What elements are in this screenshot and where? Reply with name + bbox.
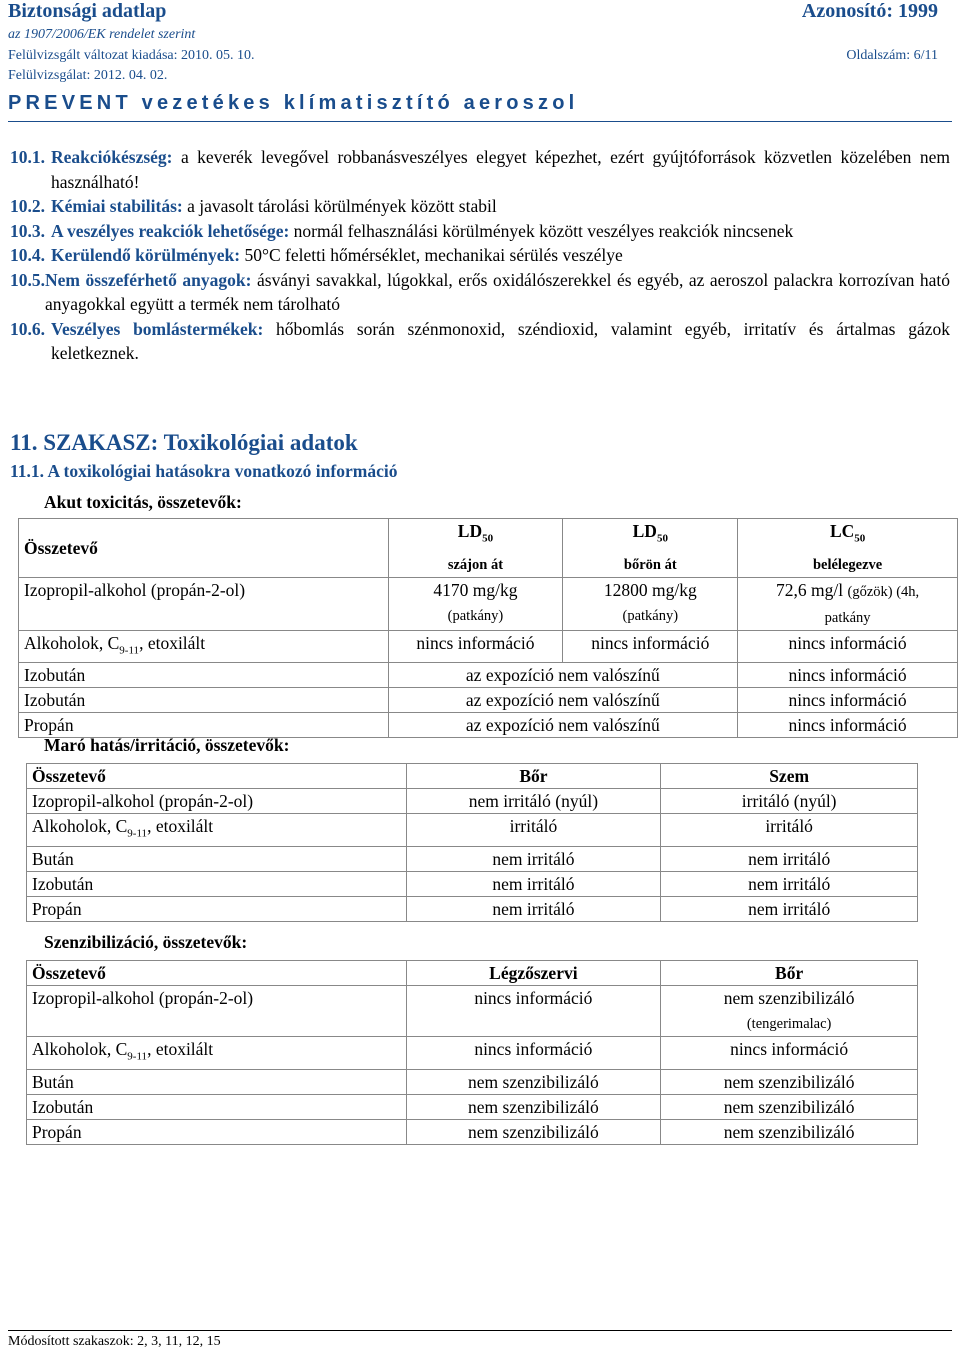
respiratory-value: nem szenzibilizáló	[406, 1094, 661, 1119]
document-title: Biztonsági adatlap	[8, 0, 167, 22]
column-header-skin: Bőr	[661, 961, 918, 986]
acute-toxicity-heading: Akut toxicitás, összetevők:	[44, 492, 242, 512]
sensitization-heading: Szenzibilizáció, összetevők:	[44, 932, 248, 952]
footer-rule	[8, 1330, 952, 1331]
paragraph-10-6	[10, 317, 950, 366]
component-name: Bután	[27, 1069, 407, 1094]
table-row	[19, 577, 958, 630]
paragraph-number: 10.2.	[10, 196, 45, 216]
inhalation-value: nincs információ	[738, 630, 958, 663]
sensitization-table	[26, 960, 918, 1145]
subsection-title: 11.1. A toxikológiai hatásokra vonatkozó információ	[10, 461, 398, 481]
table-row	[27, 986, 918, 1037]
table-row	[27, 789, 918, 814]
paragraph-number: 10.5.	[10, 269, 45, 290]
table-row	[19, 630, 958, 663]
skin-value: irritáló	[406, 814, 661, 847]
column-header-inhalation: $LC_{50}$ belélegezve	[738, 519, 958, 578]
component-name: Izobután	[27, 871, 407, 896]
table-row	[27, 871, 918, 896]
skin-value: nem irritáló	[406, 896, 661, 921]
component-name: Izobután	[19, 663, 389, 688]
table-row	[27, 1119, 918, 1144]
exposure-value: az expozíció nem valószínű	[388, 713, 738, 738]
section-title: 11. SZAKASZ: Toxikológiai adatok	[10, 430, 358, 455]
table-header-row	[27, 764, 918, 789]
paragraph-10-1	[10, 145, 950, 194]
eye-value: nem irritáló	[661, 871, 918, 896]
irritation-table	[26, 763, 918, 922]
paragraph-number: 10.1.	[10, 147, 45, 167]
respiratory-value: nincs információ	[406, 986, 661, 1037]
oral-value: nincs információ	[388, 630, 563, 663]
dermal-value: 12800 mg/kg (patkány)	[563, 577, 738, 630]
skin-value: nincs információ	[661, 1037, 918, 1070]
table-row	[27, 1094, 918, 1119]
eye-value: irritáló (nyúl)	[661, 789, 918, 814]
irritation-heading: Maró hatás/irritáció, összetevők:	[44, 735, 290, 755]
component-name: Izobután	[19, 688, 389, 713]
paragraph-number: 10.3.	[10, 220, 45, 241]
footer-note: Módosított szakaszok: 2, 3, 11, 12, 15	[8, 1334, 221, 1349]
component-name: Propán	[19, 713, 389, 738]
table-row	[27, 1037, 918, 1070]
column-header-component: Összetevő	[27, 961, 407, 986]
component-name: Alkoholok, $C_{9-11}$, etoxilált	[27, 1037, 407, 1070]
table-row	[19, 663, 958, 688]
table-row	[27, 1069, 918, 1094]
skin-value: nem szenzibilizáló	[661, 1119, 918, 1144]
paragraph-text: hőbomlás során szénmonoxid, széndioxid, valamint egyéb, irritatív és ártalmas gázok keletkeznek.	[51, 318, 951, 363]
paragraph-text: ásványi savakkal, lúgokkal, erős oxidálószerekkel és egyéb, az aeroszol palackra korrozívan ható anyagokkal együtt a termék nem tárolható	[45, 269, 951, 314]
paragraph-text: 50°C feletti hőmérséklet, mechanikai sérülés veszélye	[240, 245, 623, 265]
page-number: Oldalszám: 6/11	[846, 48, 938, 63]
respiratory-value: nincs információ	[406, 1037, 661, 1070]
component-name: Izopropil-alkohol (propán-2-ol)	[19, 577, 389, 630]
paragraph-10-4	[10, 243, 950, 268]
component-name: Propán	[27, 1119, 407, 1144]
column-header-component: Összetevő	[27, 764, 407, 789]
revision-issue: Felülvizsgált változat kiadása: 2010. 05. 10.	[8, 48, 255, 63]
eye-value: irritáló	[661, 814, 918, 847]
exposure-value: az expozíció nem valószínű	[388, 688, 738, 713]
header	[8, 0, 938, 22]
exposure-value: az expozíció nem valószínű	[388, 663, 738, 688]
column-header-eye: Szem	[661, 764, 918, 789]
section-10	[10, 145, 950, 366]
eye-value: nem irritáló	[661, 846, 918, 871]
component-name: Izopropil-alkohol (propán-2-ol)	[27, 986, 407, 1037]
component-name: Propán	[27, 896, 407, 921]
skin-value: nem irritáló	[406, 846, 661, 871]
inhalation-value: nincs információ	[738, 713, 958, 738]
inhalation-value: nincs információ	[738, 663, 958, 688]
component-name: Izopropil-alkohol (propán-2-ol)	[27, 789, 407, 814]
paragraph-10-3	[10, 219, 950, 244]
skin-value: nem szenzibilizáló (tengerimalac)	[661, 986, 918, 1037]
inhalation-value: 72,6 mg/l (gőzök) (4h, patkány	[738, 577, 958, 630]
paragraph-number: 10.6.	[10, 318, 45, 339]
paragraph-text: normál felhasználási körülmények között veszélyes reakciók nincsenek	[289, 220, 794, 241]
document-id: Azonosító: 1999	[801, 0, 938, 22]
column-header-component: Összetevő	[19, 519, 389, 578]
respiratory-value: nem szenzibilizáló	[406, 1069, 661, 1094]
header-rule	[8, 121, 952, 122]
product-name: PREVENT vezetékes klímatisztító aeroszol	[8, 92, 579, 114]
table-row	[27, 896, 918, 921]
column-header-skin: Bőr	[406, 764, 661, 789]
component-name: Bután	[27, 846, 407, 871]
paragraph-label: Kerülendő körülmények:	[51, 245, 241, 265]
paragraph-label: Veszélyes bomlástermékek:	[51, 318, 264, 339]
oral-value: 4170 mg/kg (patkány)	[388, 577, 563, 630]
paragraph-label: Reakciókészség:	[51, 147, 173, 167]
table-row	[19, 688, 958, 713]
revision-date: Felülvizsgálat: 2012. 04. 02.	[8, 68, 168, 83]
acute-toxicity-table	[18, 518, 958, 738]
paragraph-10-2	[10, 194, 950, 219]
component-name: Alkoholok, $C_{9-11}$, etoxilált	[27, 814, 407, 847]
component-name: Alkoholok, $C_{9-11}$, etoxilált	[19, 630, 389, 663]
table-row	[19, 713, 958, 738]
skin-value: nem irritáló	[406, 871, 661, 896]
paragraph-label: Kémiai stabilitás:	[51, 196, 183, 216]
paragraph-label: Nem összeférhető anyagok:	[45, 269, 252, 290]
dermal-value: nincs információ	[563, 630, 738, 663]
paragraph-label: A veszélyes reakciók lehetősége:	[51, 220, 290, 241]
table-row	[27, 846, 918, 871]
column-header-oral: $LD_{50}$ szájon át	[388, 519, 563, 578]
eye-value: nem irritáló	[661, 896, 918, 921]
paragraph-text: a keverék levegővel robbanásveszélyes elegyet képezhet, ezért gyújtóforrások közvetlen közelében nem használható!	[51, 147, 950, 192]
skin-value: nem irritáló (nyúl)	[406, 789, 661, 814]
component-name: Izobután	[27, 1094, 407, 1119]
paragraph-10-5	[10, 268, 950, 317]
skin-value: nem szenzibilizáló	[661, 1094, 918, 1119]
table-header-row	[19, 519, 958, 578]
regulation-note: az 1907/2006/EK rendelet szerint	[8, 27, 196, 42]
skin-value: nem szenzibilizáló	[661, 1069, 918, 1094]
inhalation-value: nincs információ	[738, 688, 958, 713]
table-row	[27, 814, 918, 847]
column-header-dermal: $LD_{50}$ bőrön át	[563, 519, 738, 578]
paragraph-text: a javasolt tárolási körülmények között stabil	[182, 196, 497, 216]
column-header-respiratory: Légzőszervi	[406, 961, 661, 986]
paragraph-number: 10.4.	[10, 245, 45, 265]
respiratory-value: nem szenzibilizáló	[406, 1119, 661, 1144]
table-header-row	[27, 961, 918, 986]
